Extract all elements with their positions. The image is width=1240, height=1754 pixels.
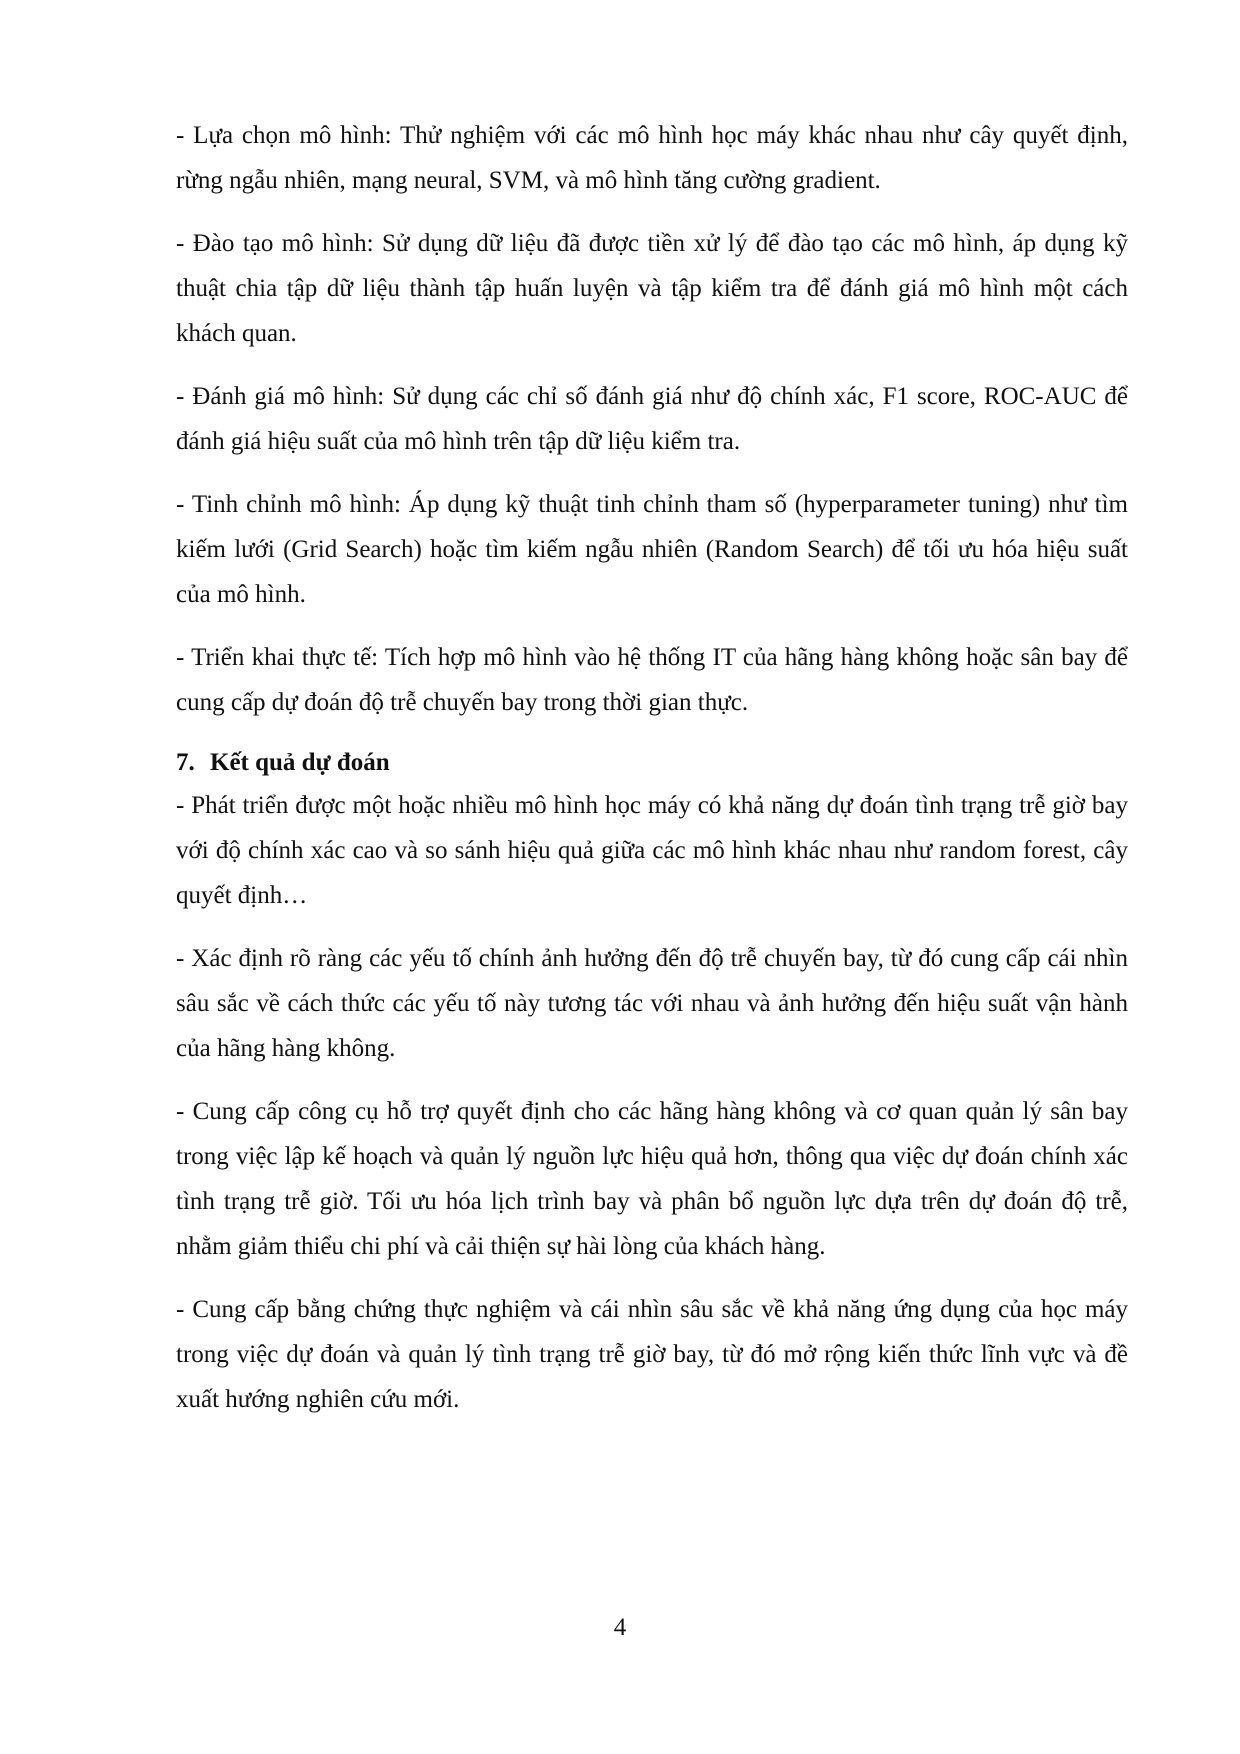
page-number: 4 [613, 1614, 627, 1641]
paragraph-model-training: - Đào tạo mô hình: Sử dụng dữ liệu đã được tiền xử lý để đào tạo các mô hình, áp dụng kỹ thuật chia tập dữ liệu thành tập huấn luyện và tập kiểm tra để đánh giá mô hình một cách khách quan. [176, 230, 1128, 347]
page-body [176, 113, 1128, 1440]
section-number: 7. [176, 749, 195, 776]
paragraph-result-decision-tool: - Cung cấp công cụ hỗ trợ quyết định cho các hãng hàng không và cơ quan quản lý sân bay trong việc lập kế hoạch và quản lý nguồn lực hiệu quả hơn, thông qua việc dự đoán chính xác tình trạng trễ giờ. Tối ưu hóa lịch trình bay và phân bổ nguồn lực dựa trên dự đoán độ trễ, nhằm giảm thiểu chi phí và cải thiện sự hài lòng của khách hàng. [176, 1098, 1128, 1260]
section-title: Kết quả dự đoán [210, 749, 390, 776]
paragraph-deployment: - Triển khai thực tế: Tích hợp mô hình vào hệ thống IT của hãng hàng không hoặc sân bay để cung cấp dự đoán độ trễ chuyến bay trong thời gian thực. [176, 644, 1128, 716]
paragraph-result-evidence: - Cung cấp bằng chứng thực nghiệm và cái nhìn sâu sắc về khả năng ứng dụng của học máy trong việc dự đoán và quản lý tình trạng trễ giờ bay, từ đó mở rộng kiến thức lĩnh vực và đề xuất hướng nghiên cứu mới. [176, 1296, 1128, 1413]
paragraph-model-evaluation: - Đánh giá mô hình: Sử dụng các chỉ số đánh giá như độ chính xác, F1 score, ROC-AUC để đánh giá hiệu suất của mô hình trên tập dữ liệu kiểm tra. [176, 383, 1128, 455]
paragraph-model-selection: - Lựa chọn mô hình: Thử nghiệm với các mô hình học máy khác nhau như cây quyết định, rừng ngẫu nhiên, mạng neural, SVM, và mô hình tăng cường gradient. [176, 122, 1128, 194]
paragraph-result-factors: - Xác định rõ ràng các yếu tố chính ảnh hưởng đến độ trễ chuyến bay, từ đó cung cấp cái nhìn sâu sắc về cách thức các yếu tố này tương tác với nhau và ảnh hưởng đến hiệu suất vận hành của hãng hàng không. [176, 945, 1128, 1062]
paragraph-model-tuning: - Tinh chỉnh mô hình: Áp dụng kỹ thuật tinh chỉnh tham số (hyperparameter tuning) như tìm kiếm lưới (Grid Search) hoặc tìm kiếm ngẫu nhiên (Random Search) để tối ưu hóa hiệu suất của mô hình. [176, 491, 1128, 608]
paragraph-result-models: - Phát triển được một hoặc nhiều mô hình học máy có khả năng dự đoán tình trạng trễ giờ bay với độ chính xác cao và so sánh hiệu quả giữa các mô hình khác nhau như random forest, cây quyết định… [176, 792, 1128, 909]
section-heading [176, 743, 1128, 783]
